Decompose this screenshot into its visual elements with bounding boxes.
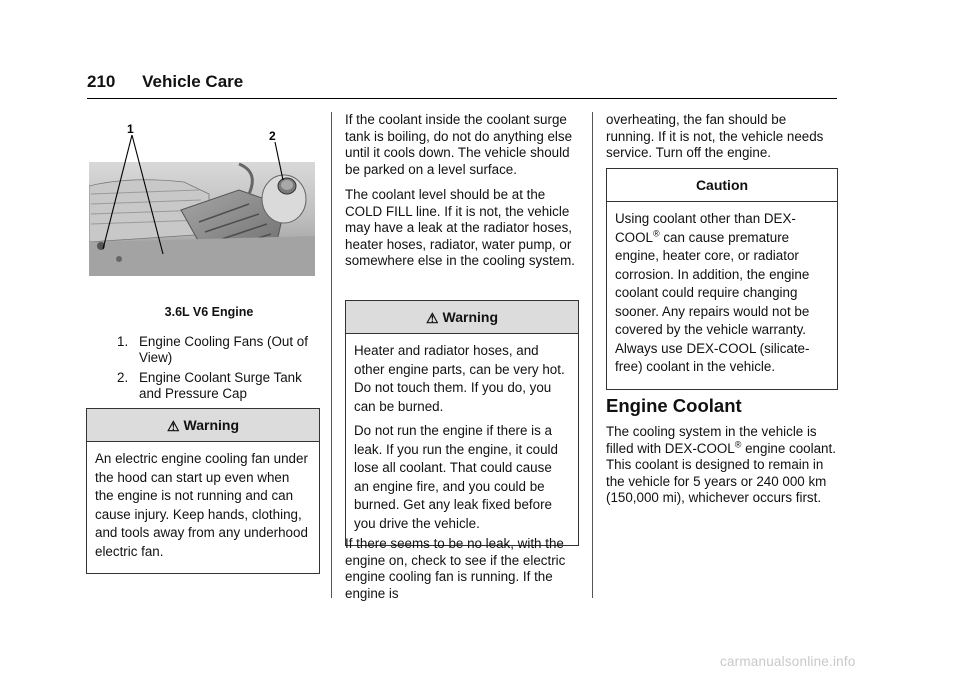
warning-box-fan [86,408,320,574]
callout-1-label: 1 [127,124,134,136]
warning-box-header [87,409,319,442]
list-item-text: Engine Cooling Fans (Out of View) [139,334,308,365]
middle-column-end [345,536,583,611]
page-header [87,72,243,92]
caution-text [615,210,829,377]
caution-text-part: can cause premature engine, heater core, or radiator corrosion. In addition, the engine coolant could require changing sooner. Any repairs would not be covered by the vehicle warranty. Always use DEX-COOL (silicate-free) coolant in the vehicle. [615,229,810,374]
warning-text: Heater and radiator hoses, and other engine parts, can be very hot. Do not touch them. If you do, you can be burned. [354,343,565,414]
caution-box-header: Caution [607,169,837,202]
warning-triangle-icon: ⚠ [425,310,439,326]
registered-mark: ® [652,228,660,239]
engine-coolant-body [606,424,838,516]
list-item-text: Engine Coolant Surge Tank and Pressure Cap [139,370,302,401]
warning-box-header [346,301,578,334]
column-divider-2 [592,112,593,598]
warning-box-hoses [345,300,579,546]
engine-illustration [89,124,315,276]
callout-2-label: 2 [269,129,276,143]
coolant-text-part: The cooling system in the vehicle is filled with DEX-COOL [606,424,817,456]
section-heading: Engine Coolant [606,395,742,416]
header-rule [87,98,837,99]
watermark: carmanualsonline.info [720,654,856,669]
paragraph: The coolant level should be at the COLD FILL line. If it is not, the vehicle may have a leak at the radiator hoses, heater hoses, radiator, water pump, or somewhere else in the cooling system. [345,187,575,268]
middle-column [345,112,583,279]
list-item [115,370,325,402]
coolant-text-part: engine coolant. This coolant is designed to remain in the vehicle for 5 years or 240 000 km (150,000 mi), whichever occurs first. [606,440,836,505]
warning-box-body [346,334,578,545]
paragraph: overheating, the fan should be running. If it is not, the vehicle needs service. Turn off the engine. [606,112,824,160]
caution-box-body [607,202,837,389]
paragraph: If the coolant inside the coolant surge tank is boiling, do not do anything else until it cools down. The vehicle should be parked on a level surface. [345,112,573,177]
warning-title: Warning [183,417,240,433]
list-item-number: 1. [117,334,129,349]
caution-box [606,168,838,390]
column-divider-1 [331,112,332,598]
callout-list [115,334,325,406]
paragraph [606,424,838,507]
paragraph: If there seems to be no leak, with the engine on, check to see if the electric engine cooling fan is running. If the engine is [345,536,566,601]
warning-text: Do not run the engine if there is a leak. If you run the engine, it could lose all coolant. That could cause an engine fire, and you could be burned. Get any leak fixed before you drive the vehicle. [354,423,558,531]
registered-mark: ® [734,439,742,450]
warning-title: Warning [442,309,499,325]
figure-caption: 3.6L V6 Engine [164,305,254,319]
list-item [115,334,325,366]
warning-triangle-icon: ⚠ [166,418,180,434]
page-number: 210 [87,72,116,91]
right-column [606,112,838,171]
list-item-number: 2. [117,370,129,385]
warning-box-body [87,442,319,573]
caution-text-part: Using coolant other than DEX-COOL [615,211,796,245]
warning-text: An electric engine cooling fan under the hood can start up even when the engine is not running and can cause injury. Keep hands, clothing, and tools away from any underhood electric fan. [95,451,308,559]
section-title: Vehicle Care [142,72,244,91]
